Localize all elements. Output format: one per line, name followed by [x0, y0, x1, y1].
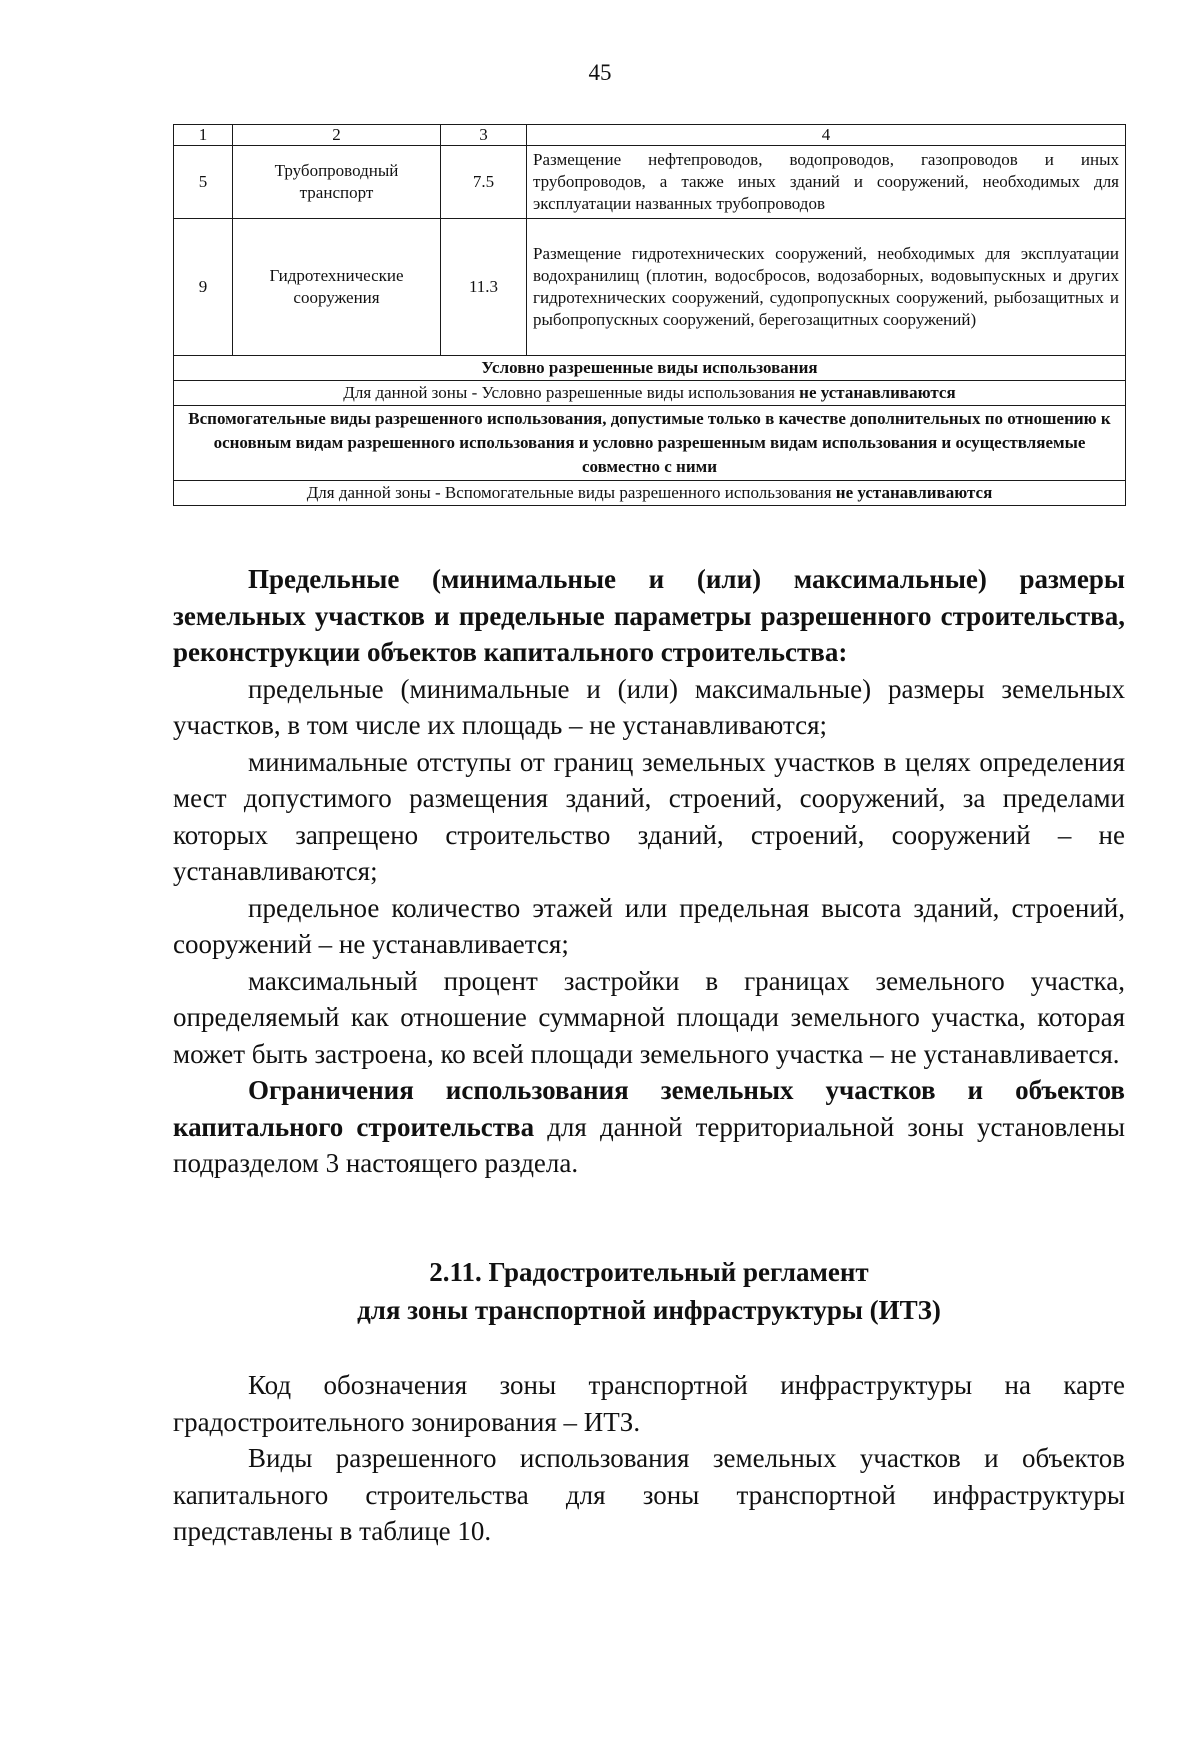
page-number: 45: [588, 60, 612, 85]
section-body: [173, 1367, 1125, 1550]
use-type-code: 7.5: [441, 146, 527, 219]
limits-item: предельное количество этажей или предельная высота зданий, строений, сооружений – не устанавливается;: [173, 892, 1125, 959]
land-use-table: [173, 124, 1126, 506]
use-type-description: Размещение гидротехнических сооружений, необходимых для эксплуатации водохранилищ (плотин, водосбросов, водозаборных, водовыпускных и других гидротехнических сооружений, судопропускных сооружений, рыбозащитных и рыбопропускных сооружений, берегозащитных сооружений): [527, 219, 1126, 356]
restrictions-rest-text: для данной территориальной зоны установлены подразделом 3 настоящего раздела.: [173, 1111, 1125, 1178]
table-header-row: [174, 125, 1126, 146]
auxiliary-uses-note: [174, 481, 1126, 506]
row-number: 9: [174, 219, 233, 356]
row-number: 5: [174, 146, 233, 219]
limits-heading: Предельные (минимальные и (или) максимальные) размеры земельных участков и предельные параметры разрешенного строительства, реконструкции объектов капитального строительства:: [173, 564, 1125, 667]
table-reference-paragraph: Виды разрешенного использования земельных участков и объектов капитального строительства для зоны транспортной инфраструктуры представлены в таблице 10.: [173, 1443, 1125, 1546]
use-type-code: 11.3: [441, 219, 527, 356]
table-row: [174, 146, 1126, 219]
header-cell-1: 1: [174, 125, 233, 146]
conditional-uses-note-status: не устанавливаются: [799, 383, 956, 402]
table-section-row: [174, 406, 1126, 481]
section-title: [173, 1253, 1125, 1329]
conditional-uses-note-text: Для данной зоны - Условно разрешенные виды использования: [343, 383, 800, 402]
table-section-row: [174, 356, 1126, 381]
use-type-name: Трубопроводный транспорт: [233, 146, 441, 219]
auxiliary-uses-note-text: Для данной зоны - Вспомогательные виды разрешенного использования: [306, 483, 836, 502]
conditional-uses-heading: Условно разрешенные виды использования: [174, 356, 1126, 381]
table-section-row: [174, 381, 1126, 406]
limits-item: предельные (минимальные и (или) максимальные) размеры земельных участков, в том числе их площадь – не устанавливаются;: [173, 673, 1125, 740]
conditional-uses-note: [174, 381, 1126, 406]
zone-code-paragraph: Код обозначения зоны транспортной инфраструктуры на карте градостроительного зонирования – ИТЗ.: [173, 1370, 1125, 1437]
auxiliary-uses-note-status: не устанавливаются: [835, 483, 993, 502]
limits-item: минимальные отступы от границ земельных участков в целях определения мест допустимого размещения зданий, строений, сооружений, за пределами которых запрещено строительство зданий, строений, сооружений – не устанавливаются;: [173, 746, 1125, 886]
header-cell-2: 2: [233, 125, 441, 146]
section-title-line-1: 2.11. Градостроительный регламент: [429, 1257, 869, 1287]
header-cell-3: 3: [441, 125, 527, 146]
table-row: [174, 219, 1126, 356]
section-title-line-2: для зоны транспортной инфраструктуры (ИТЗ): [357, 1295, 941, 1325]
restrictions-bold-text: Ограничения использования земельных участков и объектов капитального строительства: [173, 1075, 1125, 1142]
header-cell-4: 4: [527, 125, 1126, 146]
auxiliary-uses-heading: Вспомогательные виды разрешенного использования, допустимые только в качестве дополнительных по отношению к основным видам разрешенного использования и условно разрешенным видам использования и осуществляемые совместно с ними: [174, 406, 1126, 481]
limits-item: максимальный процент застройки в границах земельного участка, определяемый как отношение суммарной площади земельного участка, которая может быть застроена, ко всей площади земельного участка – не устанавливается.: [173, 965, 1125, 1069]
use-type-description: Размещение нефтепроводов, водопроводов, газопроводов и иных трубопроводов, а также иных зданий и сооружений, необходимых для эксплуатации названных трубопроводов: [527, 146, 1126, 219]
limits-block: [173, 561, 1125, 1182]
table-section-row: [174, 481, 1126, 506]
restrictions-paragraph: [173, 1072, 1125, 1182]
use-type-name: Гидротехнические сооружения: [233, 219, 441, 356]
